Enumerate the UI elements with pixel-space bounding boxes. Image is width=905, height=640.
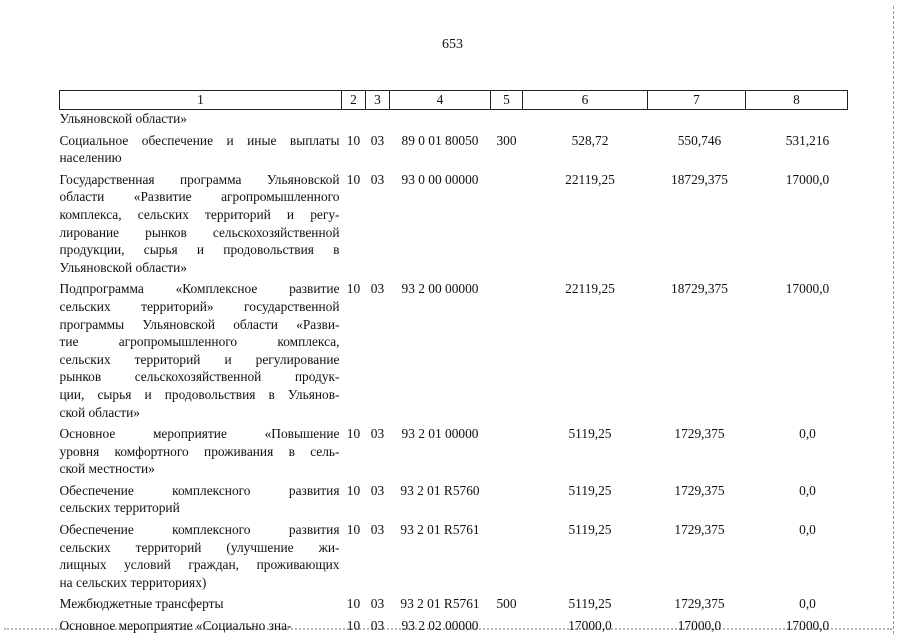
amount-year-1: 22119,25 — [565, 281, 615, 297]
expense-type-code — [491, 280, 523, 425]
table-row — [60, 482, 848, 521]
amount-year-2: 17000,0 — [677, 618, 722, 634]
row-name-cell — [60, 110, 342, 132]
expense-type-code — [491, 617, 523, 639]
table-row — [60, 280, 848, 425]
amount-year-2: 550,746 — [677, 132, 722, 148]
row-name-line: сельских территорий» государственной — [59, 298, 340, 314]
expense-type-code: 500 — [496, 596, 517, 612]
target-article-code — [390, 110, 491, 132]
amount-year-2: 1729,375 — [674, 482, 725, 498]
row-name-line: продукции, сырья и продовольствия в — [59, 242, 340, 258]
amount-year-2: 18729,375 — [671, 171, 728, 187]
subsection-code: 03 — [370, 171, 385, 187]
row-name-line: Обеспечение комплексного развития — [59, 482, 340, 498]
header-cell: 5 — [491, 91, 523, 110]
subsection-code: 03 — [370, 618, 385, 634]
target-article-code: 93 2 01 R5761 — [400, 596, 480, 612]
subsection-code: 03 — [370, 522, 385, 538]
row-name-line: Основное мероприятие «Повышение — [59, 426, 340, 442]
table-row — [60, 132, 848, 171]
subsection-code: 03 — [370, 426, 385, 442]
row-name-line: Ульяновской области» — [59, 259, 187, 275]
table-row — [60, 521, 848, 595]
row-name-line: лищных условий граждан, проживающих — [59, 557, 340, 573]
table-row — [60, 617, 848, 639]
amount-year-1: 5119,25 — [568, 426, 612, 442]
row-name-line: уровня комфортного проживания в сель- — [59, 443, 340, 459]
subsection-code: 03 — [370, 132, 385, 148]
row-name-line: сельских территорий и регулирование — [59, 351, 340, 367]
target-article-code: 93 2 01 00000 — [401, 426, 479, 442]
subsection-code: 03 — [370, 482, 385, 498]
subsection-code: 03 — [370, 281, 385, 297]
table-header-row — [60, 91, 848, 110]
page-edge-line — [893, 6, 894, 634]
header-cell: 4 — [390, 91, 491, 110]
table-row — [60, 171, 848, 281]
page-number: 653 — [442, 37, 463, 52]
expense-type-code — [491, 425, 523, 482]
row-name-line: на сельских территориях) — [59, 574, 207, 590]
header-cell: 3 — [366, 91, 390, 110]
target-article-code: 89 0 01 80050 — [401, 132, 479, 148]
row-name-cell — [60, 171, 342, 281]
amount-year-1: 17000,0 — [568, 618, 612, 634]
row-name-cell — [60, 521, 342, 595]
amount-year-3: 0,0 — [799, 522, 816, 538]
header-cell: 6 — [523, 91, 648, 110]
expense-type-code — [491, 482, 523, 521]
amount-year-2 — [648, 110, 746, 132]
amount-year-2: 1729,375 — [674, 596, 725, 612]
section-code: 10 — [346, 281, 361, 297]
section-code: 10 — [346, 522, 361, 538]
amount-year-1: 528,72 — [571, 132, 609, 148]
row-name-line: Подпрограмма «Комплексное развитие — [59, 281, 340, 297]
amount-year-1: 5119,25 — [568, 522, 612, 538]
amount-year-3 — [746, 110, 848, 132]
expense-type-code — [491, 110, 523, 132]
subsection-code: 03 — [370, 596, 385, 612]
amount-year-1 — [523, 110, 648, 132]
row-name-line: сельских территорий (улучшение жи- — [59, 539, 340, 555]
row-name-line: программы Ульяновской области «Разви- — [59, 316, 340, 332]
amount-year-3: 17000,0 — [785, 618, 830, 634]
table-row — [60, 110, 848, 132]
amount-year-1: 5119,25 — [568, 596, 612, 612]
row-name-line: ской местности» — [59, 461, 155, 477]
expense-type-code — [491, 171, 523, 281]
section-code: 10 — [346, 171, 361, 187]
section-code: 10 — [346, 596, 361, 612]
amount-year-3: 0,0 — [799, 426, 816, 442]
amount-year-2: 1729,375 — [674, 522, 725, 538]
target-article-code: 93 2 01 R5760 — [400, 482, 480, 498]
target-article-code: 93 2 01 R5761 — [400, 522, 480, 538]
amount-year-1: 5119,25 — [568, 482, 612, 498]
amount-year-3: 0,0 — [799, 596, 816, 612]
header-cell: 7 — [648, 91, 746, 110]
row-name-line: тие агропромышленного комплекса, — [59, 334, 340, 350]
section-code: 10 — [346, 482, 361, 498]
row-name-cell — [60, 280, 342, 425]
table-body — [60, 110, 848, 639]
amount-year-3: 0,0 — [799, 482, 816, 498]
row-name-line: населению — [59, 150, 122, 166]
row-name-cell — [60, 617, 342, 639]
amount-year-3: 17000,0 — [785, 171, 830, 187]
header-cell: 1 — [60, 91, 342, 110]
row-name-line: Социальное обеспечение и иные выплаты — [59, 132, 340, 148]
row-name-cell — [60, 425, 342, 482]
row-name-line: Ульяновской области» — [59, 111, 187, 126]
row-name-line: сельских территорий — [59, 500, 180, 516]
row-name-line: ции, сырья и продовольствия в Ульянов- — [59, 386, 340, 402]
section-code: 10 — [346, 618, 361, 634]
row-name-line: рынков сельскохозяйственной продук- — [59, 369, 340, 385]
header-cell: 2 — [342, 91, 366, 110]
row-name-line: Основное мероприятие «Социально зна- — [59, 618, 292, 634]
section-code: 10 — [346, 426, 361, 442]
row-name-line: Обеспечение комплексного развития — [59, 522, 340, 538]
amount-year-2: 18729,375 — [671, 281, 728, 297]
budget-table — [59, 90, 848, 639]
row-name-line: Межбюджетные трансферты — [59, 596, 224, 612]
target-article-code: 93 2 00 00000 — [401, 281, 479, 297]
expense-type-code — [491, 521, 523, 595]
row-name-line: комплекса, сельских территорий и регу- — [59, 206, 340, 222]
table-row — [60, 425, 848, 482]
section-code: 10 — [346, 132, 361, 148]
amount-year-3: 531,216 — [785, 132, 830, 148]
target-article-code: 93 2 02 00000 — [401, 618, 479, 634]
header-cell: 8 — [746, 91, 848, 110]
amount-year-3: 17000,0 — [785, 281, 830, 297]
row-name-cell — [60, 132, 342, 171]
subsection-code — [366, 110, 390, 132]
expense-type-code: 300 — [496, 132, 517, 148]
amount-year-2: 1729,375 — [674, 426, 725, 442]
row-name-cell — [60, 482, 342, 521]
target-article-code: 93 0 00 00000 — [401, 171, 479, 187]
amount-year-1: 22119,25 — [565, 171, 615, 187]
row-name-line: лирование рынков сельскохозяйственной — [59, 224, 340, 240]
row-name-line: Государственная программа Ульяновской — [59, 171, 340, 187]
row-name-line: области «Развитие агропромышленного — [59, 189, 340, 205]
section-code — [342, 110, 366, 132]
row-name-line: ской области» — [59, 404, 140, 420]
table-row — [60, 595, 848, 617]
row-name-cell — [60, 595, 342, 617]
